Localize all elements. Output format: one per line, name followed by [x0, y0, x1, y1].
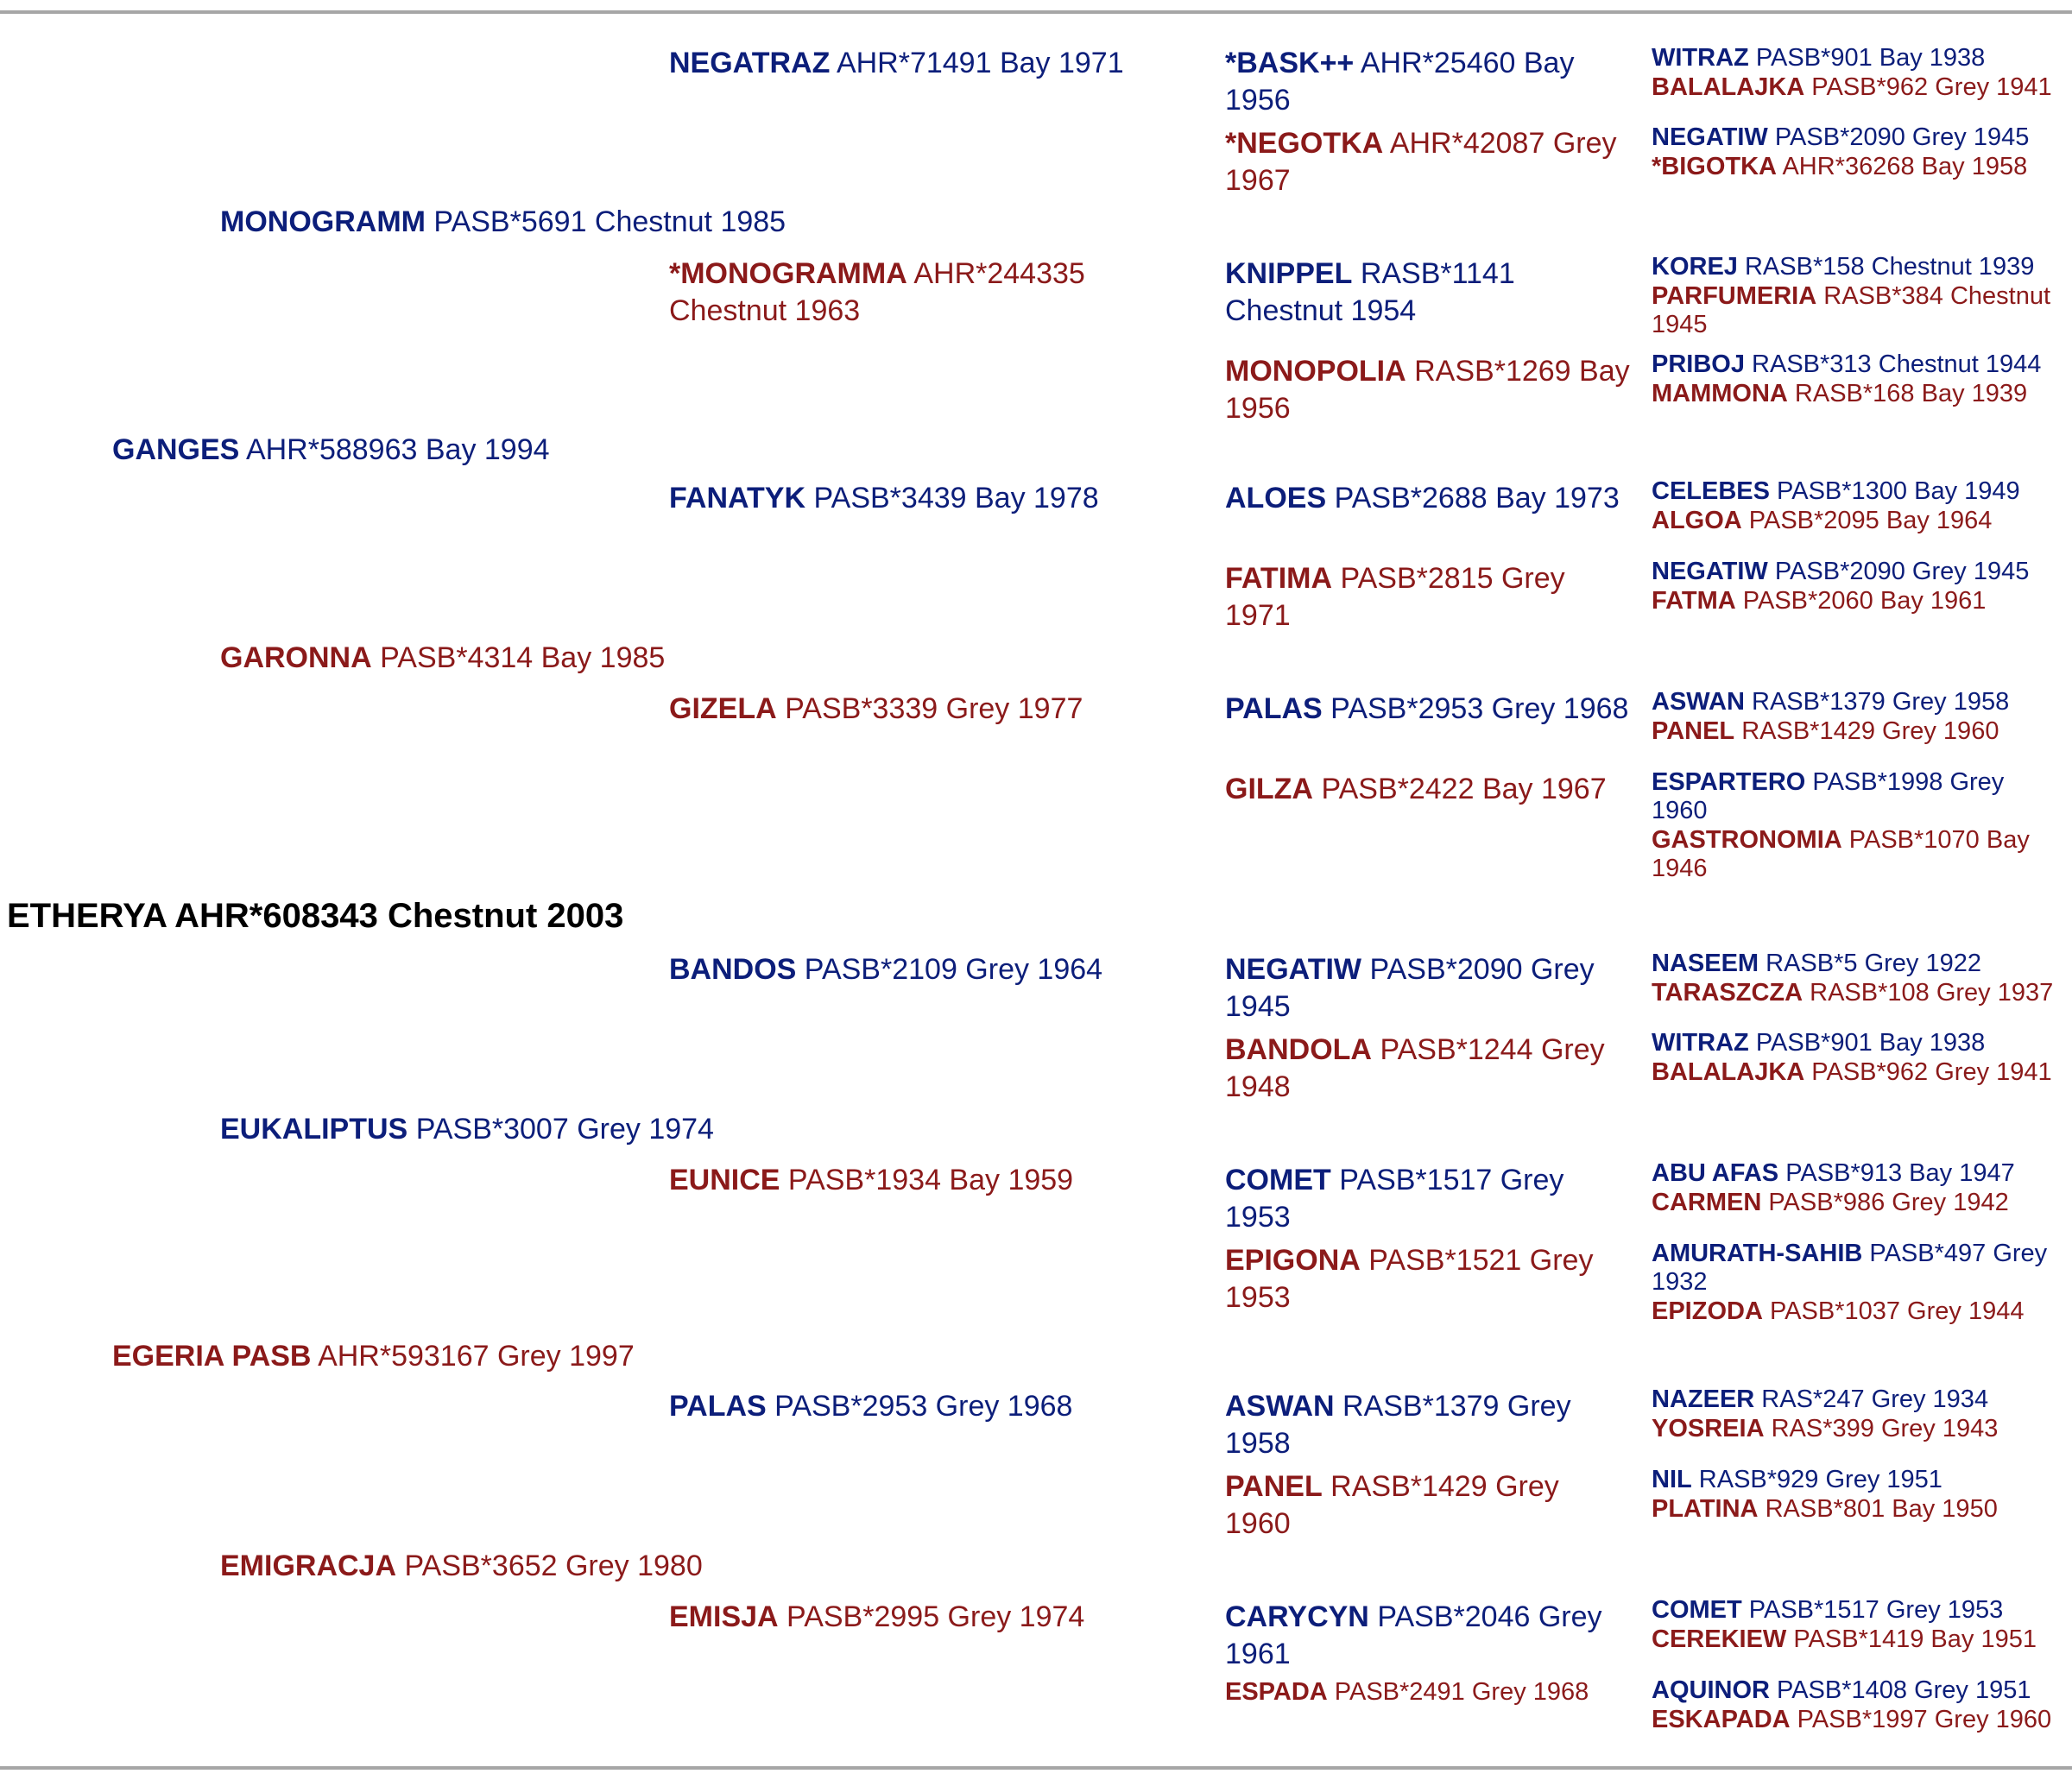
horse-reg: RAS*399 Grey 1943	[1771, 1415, 1999, 1442]
subject-reg: AHR*608343 Chestnut 2003	[174, 897, 624, 935]
horse-reg: PASB*913 Bay 1947	[1785, 1159, 2015, 1187]
gen5-entry-23[interactable]	[1652, 1240, 2066, 1297]
gen5-entry-31[interactable]	[1652, 1676, 2066, 1705]
horse-reg: AHR*244335 Chestnut 1963	[669, 257, 1085, 327]
horse-reg: PASB*1997 Grey 1960	[1797, 1706, 2052, 1733]
gen5-entry-14[interactable]	[1652, 717, 2066, 746]
horse-reg: PASB*2046 Grey 1961	[1225, 1600, 1602, 1670]
gen5-entry-5[interactable]	[1652, 253, 2066, 281]
sire-sire-entry[interactable]	[220, 204, 786, 241]
horse-reg: PASB*1070 Bay 1946	[1652, 826, 2030, 883]
gen5-entry-4[interactable]	[1652, 153, 2066, 181]
gen5-entry-21[interactable]	[1652, 1159, 2066, 1188]
horse-name: FANATYK	[669, 482, 806, 514]
gen5-entry-24[interactable]	[1652, 1297, 2066, 1326]
horse-name: NIL	[1652, 1466, 1692, 1493]
horse-name: EGERIA PASB	[112, 1340, 312, 1373]
horse-reg: PASB*3652 Grey 1980	[404, 1550, 703, 1582]
gen4-entry-1[interactable]	[1225, 45, 1631, 118]
horse-reg: RASB*1379 Grey 1958	[1752, 688, 2010, 716]
horse-reg: PASB*1419 Bay 1951	[1793, 1625, 2037, 1653]
horse-reg: RASB*1429 Grey 1960	[1225, 1470, 1559, 1540]
horse-name: COMET	[1652, 1596, 1742, 1624]
horse-name: ASWAN	[1225, 1390, 1335, 1423]
gen4-entry-4[interactable]	[1225, 353, 1631, 426]
dam-dam-entry[interactable]	[220, 1548, 703, 1585]
horse-name: MONOPOLIA	[1225, 355, 1406, 388]
horse-reg: RASB*929 Grey 1951	[1698, 1466, 1942, 1493]
gen4-entry-14[interactable]	[1225, 1468, 1631, 1542]
horse-name: AMURATH-SAHIB	[1652, 1240, 1863, 1267]
horse-name: NEGATIW	[1652, 123, 1768, 151]
gen3-entry-3[interactable]	[669, 480, 1099, 517]
horse-name: GASTRONOMIA	[1652, 826, 1842, 854]
horse-reg: PASB*962 Grey 1941	[1811, 1058, 2052, 1086]
gen5-entry-9[interactable]	[1652, 477, 2066, 506]
horse-reg: PASB*1517 Grey 1953	[1225, 1164, 1564, 1234]
gen5-entry-12[interactable]	[1652, 587, 2066, 615]
horse-name: ESPADA	[1225, 1678, 1328, 1706]
gen5-entry-17[interactable]	[1652, 950, 2066, 978]
horse-reg: PASB*2095 Bay 1964	[1748, 507, 1993, 534]
horse-name: WITRAZ	[1652, 44, 1749, 72]
gen4-entry-15[interactable]	[1225, 1599, 1631, 1672]
gen5-entry-1[interactable]	[1652, 44, 2066, 73]
horse-reg: PASB*2688 Bay 1973	[1334, 482, 1620, 514]
gen5-entry-22[interactable]	[1652, 1189, 2066, 1217]
horse-reg: PASB*2422 Bay 1967	[1321, 773, 1607, 805]
horse-reg: PASB*2815 Grey 1971	[1225, 562, 1565, 632]
gen5-entry-11[interactable]	[1652, 558, 2066, 586]
horse-reg: AHR*25460 Bay 1956	[1225, 47, 1575, 117]
horse-reg: PASB*1934 Bay 1959	[787, 1164, 1074, 1196]
horse-reg: RASB*801 Bay 1950	[1765, 1495, 1998, 1523]
horse-reg: PASB*1300 Bay 1949	[1777, 477, 2020, 505]
horse-reg: PASB*2953 Grey 1968	[1330, 692, 1629, 725]
horse-name: ALGOA	[1652, 507, 1742, 534]
gen3-entry-5[interactable]	[669, 951, 1102, 988]
gen5-entry-10[interactable]	[1652, 507, 2066, 535]
horse-name: NAZEER	[1652, 1385, 1755, 1413]
horse-name: KNIPPEL	[1225, 257, 1353, 290]
gen5-entry-2[interactable]	[1652, 73, 2066, 102]
horse-reg: AHR*588963 Bay 1994	[245, 433, 550, 466]
horse-reg: PASB*2090 Grey 1945	[1225, 953, 1595, 1023]
gen3-entry-6[interactable]	[669, 1162, 1073, 1199]
gen5-entry-3[interactable]	[1652, 123, 2066, 152]
horse-name: EMIGRACJA	[220, 1550, 397, 1582]
gen5-entry-28[interactable]	[1652, 1495, 2066, 1524]
horse-reg: PASB*1244 Grey 1948	[1225, 1033, 1605, 1103]
gen4-entry-8[interactable]	[1225, 771, 1648, 808]
horse-name: GIZELA	[669, 692, 777, 725]
horse-reg: PASB*2060 Bay 1961	[1742, 587, 1987, 615]
horse-name: GILZA	[1225, 773, 1313, 805]
subject-name: ETHERYA	[7, 897, 167, 935]
horse-name: AQUINOR	[1652, 1676, 1770, 1704]
gen5-entry-27[interactable]	[1652, 1466, 2066, 1494]
gen4-entry-13[interactable]	[1225, 1388, 1631, 1461]
horse-name: BALALAJKA	[1652, 73, 1805, 101]
horse-reg: PASB*3439 Bay 1978	[813, 482, 1099, 514]
horse-name: ESPARTERO	[1652, 768, 1806, 796]
horse-name: KOREJ	[1652, 253, 1738, 281]
horse-name: PALAS	[1225, 692, 1323, 725]
horse-reg: AHR*71491 Bay 1971	[836, 47, 1124, 79]
horse-reg: RASB*1379 Grey 1958	[1225, 1390, 1571, 1460]
horse-reg: PASB*4314 Bay 1985	[380, 641, 666, 674]
horse-reg: PASB*1517 Grey 1953	[1748, 1596, 2004, 1624]
horse-name: PANEL	[1225, 1470, 1323, 1503]
horse-name: *NEGOTKA	[1225, 127, 1384, 160]
gen4-entry-3[interactable]	[1225, 256, 1631, 329]
gen5-entry-32[interactable]	[1652, 1706, 2066, 1734]
gen5-entry-8[interactable]	[1652, 380, 2066, 408]
horse-name: EUKALIPTUS	[220, 1113, 408, 1146]
horse-name: BALALAJKA	[1652, 1058, 1805, 1086]
gen3-entry-4[interactable]	[669, 691, 1083, 728]
horse-reg: AHR*593167 Grey 1997	[318, 1340, 635, 1373]
horse-reg: PASB*962 Grey 1941	[1811, 73, 2052, 101]
horse-name: PALAS	[669, 1390, 767, 1423]
horse-reg: RASB*5 Grey 1922	[1766, 950, 1981, 977]
bottom-rule	[0, 1766, 2072, 1770]
horse-name: *BASK++	[1225, 47, 1355, 79]
gen4-entry-2[interactable]	[1225, 125, 1631, 199]
horse-reg: PASB*497 Grey 1932	[1652, 1240, 2048, 1297]
gen3-entry-2[interactable]	[669, 256, 1153, 329]
horse-name: TARASZCZA	[1652, 979, 1804, 1007]
dam-sire-entry[interactable]	[220, 1111, 714, 1148]
horse-reg: PASB*3007 Grey 1974	[415, 1113, 714, 1146]
sire-entry[interactable]	[112, 432, 550, 469]
gen5-entry-19[interactable]	[1652, 1029, 2066, 1057]
gen4-entry-5[interactable]	[1225, 480, 1631, 517]
horse-name: WITRAZ	[1652, 1029, 1749, 1057]
horse-name: BANDOLA	[1225, 1033, 1372, 1066]
horse-name: EPIZODA	[1652, 1297, 1763, 1325]
horse-name: EPIGONA	[1225, 1244, 1361, 1277]
horse-name: ALOES	[1225, 482, 1327, 514]
horse-reg: RASB*384 Chestnut 1945	[1652, 282, 2051, 339]
horse-name: CARMEN	[1652, 1189, 1762, 1216]
gen4-entry-11[interactable]	[1225, 1162, 1631, 1235]
horse-reg: RASB*1141 Chestnut 1954	[1225, 257, 1515, 327]
horse-name: PRIBOJ	[1652, 350, 1745, 378]
gen3-entry-1[interactable]	[669, 45, 1124, 82]
horse-name: CELEBES	[1652, 477, 1770, 505]
horse-reg: PASB*1037 Grey 1944	[1769, 1297, 2025, 1325]
gen5-entry-7[interactable]	[1652, 350, 2066, 379]
horse-reg: PASB*2491 Grey 1968	[1334, 1678, 1589, 1706]
gen3-entry-8[interactable]	[669, 1599, 1084, 1636]
horse-reg: PASB*901 Bay 1938	[1755, 1029, 1986, 1057]
horse-reg: RASB*1429 Grey 1960	[1741, 717, 1999, 745]
horse-name: ESKAPADA	[1652, 1706, 1791, 1733]
subject-horse[interactable]	[7, 894, 623, 937]
horse-name: *BIGOTKA	[1652, 153, 1777, 180]
horse-name: NEGATIW	[1225, 953, 1362, 986]
horse-name: PANEL	[1652, 717, 1735, 745]
gen5-entry-18[interactable]	[1652, 979, 2066, 1007]
gen4-entry-16[interactable]	[1225, 1678, 1631, 1707]
horse-reg: PASB*2953 Grey 1968	[774, 1390, 1073, 1423]
sire-dam-entry[interactable]	[220, 640, 665, 677]
horse-reg: AHR*42087 Grey 1967	[1225, 127, 1617, 197]
horse-name: EMISJA	[669, 1600, 779, 1633]
gen5-entry-13[interactable]	[1652, 688, 2066, 716]
gen5-entry-29[interactable]	[1652, 1596, 2066, 1625]
gen5-entry-6[interactable]	[1652, 282, 2066, 340]
horse-name: EUNICE	[669, 1164, 780, 1196]
horse-name: MAMMONA	[1652, 380, 1788, 407]
horse-reg: RASB*313 Chestnut 1944	[1752, 350, 2042, 378]
gen4-entry-10[interactable]	[1225, 1032, 1631, 1105]
horse-reg: RASB*108 Grey 1937	[1810, 979, 2054, 1007]
horse-name: FATMA	[1652, 587, 1736, 615]
horse-name: BANDOS	[669, 953, 797, 986]
horse-reg: PASB*2090 Grey 1945	[1774, 123, 2030, 151]
dam-entry[interactable]	[112, 1338, 635, 1375]
horse-reg: RASB*1269 Bay 1956	[1225, 355, 1630, 425]
horse-reg: AHR*36268 Bay 1958	[1782, 153, 2028, 180]
horse-name: YOSREIA	[1652, 1415, 1765, 1442]
horse-reg: RAS*247 Grey 1934	[1761, 1385, 1989, 1413]
horse-name: MONOGRAMM	[220, 205, 426, 238]
gen5-entry-15[interactable]	[1652, 768, 2066, 826]
horse-reg: PASB*2109 Grey 1964	[804, 953, 1103, 986]
gen5-entry-30[interactable]	[1652, 1625, 2066, 1654]
gen4-entry-12[interactable]	[1225, 1242, 1631, 1316]
horse-reg: PASB*3339 Grey 1977	[785, 692, 1083, 725]
horse-name: GANGES	[112, 433, 240, 466]
gen3-entry-7[interactable]	[669, 1388, 1072, 1425]
horse-reg: PASB*1998 Grey 1960	[1652, 768, 2005, 825]
horse-name: *MONOGRAMMA	[669, 257, 907, 290]
gen4-entry-6[interactable]	[1225, 560, 1631, 634]
horse-name: FATIMA	[1225, 562, 1333, 595]
horse-name: CARYCYN	[1225, 1600, 1369, 1633]
horse-name: ABU AFAS	[1652, 1159, 1779, 1187]
top-rule	[0, 10, 2072, 14]
gen5-entry-26[interactable]	[1652, 1415, 2066, 1443]
horse-reg: PASB*1408 Grey 1951	[1777, 1676, 2031, 1704]
horse-reg: PASB*5691 Chestnut 1985	[433, 205, 786, 238]
horse-name: PLATINA	[1652, 1495, 1759, 1523]
horse-name: NEGATIW	[1652, 558, 1768, 585]
horse-name: COMET	[1225, 1164, 1331, 1196]
gen4-entry-7[interactable]	[1225, 691, 1631, 728]
horse-reg: PASB*901 Bay 1938	[1755, 44, 1986, 72]
horse-name: PARFUMERIA	[1652, 282, 1817, 310]
horse-reg: PASB*2090 Grey 1945	[1774, 558, 2030, 585]
horse-reg: PASB*1521 Grey 1953	[1225, 1244, 1594, 1314]
horse-name: GARONNA	[220, 641, 372, 674]
horse-reg: PASB*986 Grey 1942	[1768, 1189, 2009, 1216]
horse-name: NEGATRAZ	[669, 47, 831, 79]
horse-name: CEREKIEW	[1652, 1625, 1787, 1653]
gen5-entry-20[interactable]	[1652, 1058, 2066, 1087]
horse-name: NASEEM	[1652, 950, 1759, 977]
horse-reg: RASB*158 Chestnut 1939	[1744, 253, 2035, 281]
gen5-entry-16[interactable]	[1652, 826, 2066, 884]
gen4-entry-9[interactable]	[1225, 951, 1631, 1025]
horse-name: ASWAN	[1652, 688, 1745, 716]
horse-reg: PASB*2995 Grey 1974	[786, 1600, 1085, 1633]
gen5-entry-25[interactable]	[1652, 1385, 2066, 1414]
horse-reg: RASB*168 Bay 1939	[1794, 380, 2028, 407]
